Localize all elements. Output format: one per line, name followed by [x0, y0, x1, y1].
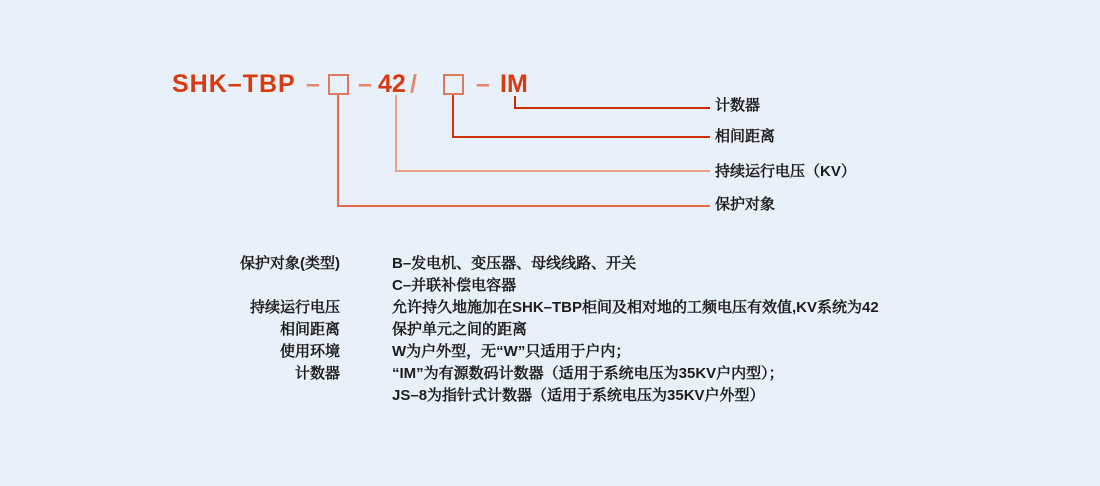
phase-spacing-placeholder-box	[443, 74, 464, 95]
callout-label-counter: 计数器	[715, 97, 761, 114]
model-slash: /	[410, 70, 417, 98]
legend-term	[0, 385, 340, 407]
legend-row	[0, 253, 1100, 275]
legend-row	[0, 363, 1100, 385]
model-suffix: IM	[500, 70, 528, 98]
model-separator-3: –	[476, 70, 490, 98]
legend-term: 计数器	[294, 365, 340, 382]
model-separator-2: –	[358, 70, 372, 98]
legend-desc: W为户外型，无“W”只适用于户内；	[392, 343, 631, 360]
model-voltage-value: 42	[378, 70, 406, 98]
legend-term	[0, 275, 340, 297]
legend-row	[0, 341, 1100, 363]
legend-term: 持续运行电压	[249, 299, 340, 316]
legend-desc: “IM”为有源数码计数器（适用于系统电压为35KV户内型）；	[392, 365, 784, 382]
legend	[0, 253, 1100, 407]
callout-label-protected-object: 保护对象	[715, 196, 776, 213]
legend-desc: 允许持久地施加在SHK–TBP柜间及相对地的工频电压有效值,KV系统为42	[392, 299, 879, 316]
model-prefix: SHK–TBP	[172, 70, 296, 98]
legend-row	[0, 319, 1100, 341]
legend-desc: 保护单元之间的距离	[392, 321, 528, 338]
legend-term: 使用环境	[279, 343, 340, 360]
legend-row	[0, 275, 1100, 297]
legend-term: 保护对象(类型)	[240, 255, 340, 272]
legend-term: 相间距离	[279, 321, 340, 338]
model-separator-1: –	[306, 70, 320, 98]
callout-line-counter	[514, 96, 710, 109]
legend-desc: B–发电机、变压器、母线线路、开关	[392, 255, 637, 272]
legend-row	[0, 385, 1100, 407]
legend-row	[0, 297, 1100, 319]
callout-label-phase-spacing: 相间距离	[715, 128, 776, 145]
legend-desc: C–并联补偿电容器	[392, 277, 517, 294]
callout-label-continuous-voltage: 持续运行电压（KV）	[715, 163, 856, 180]
protected-object-placeholder-box	[328, 74, 349, 95]
legend-desc: JS–8为指针式计数器（适用于系统电压为35KV户外型）	[392, 387, 765, 404]
